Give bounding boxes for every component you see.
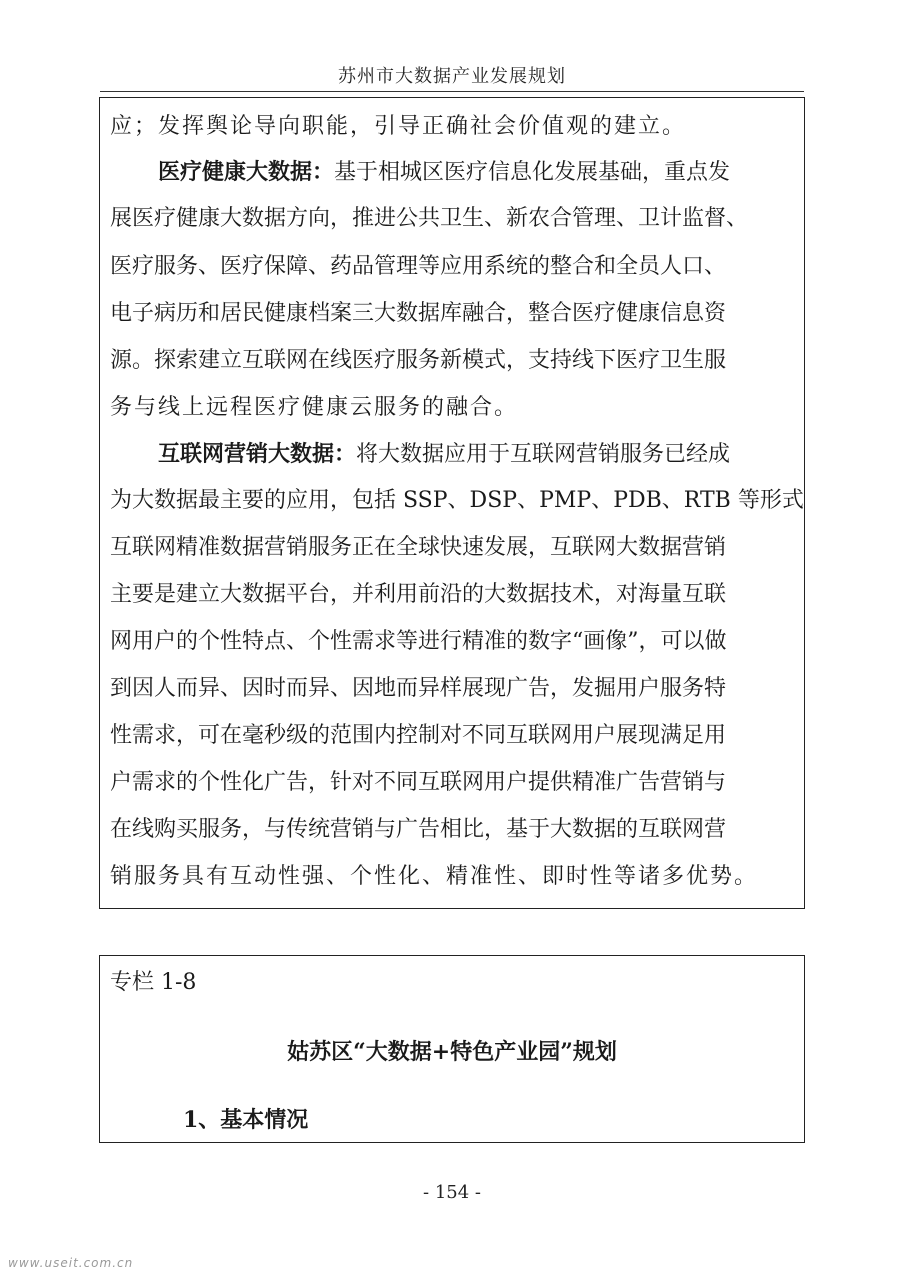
paragraph-marketing-heading [158, 438, 798, 470]
column-title: 姑苏区“大数据+特色产业园”规划 [287, 1039, 617, 1065]
text-line: 到因人而异、因时而异、因地而异样展现广告，发掘用户服务特 [110, 676, 727, 701]
text-line: 医疗服务、医疗保障、药品管理等应用系统的整合和全员人口、 [110, 254, 727, 279]
text-line: 展医疗健康大数据方向，推进公共卫生、新农合管理、卫计监督、 [110, 206, 749, 231]
text-line: 源。探索建立互联网在线医疗服务新模式，支持线下医疗卫生服 [110, 348, 727, 373]
text-line: 性需求，可在毫秒级的范围内控制对不同互联网用户展现满足用 [110, 723, 727, 748]
running-header: 苏州市大数据产业发展规划 [338, 66, 566, 87]
page-number: - 154 - [423, 1182, 481, 1203]
text-line: 应；发挥舆论导向职能，引导正确社会价值观的建立。 [110, 114, 687, 139]
lead-text: 基于相城区医疗信息化发展基础，重点发 [334, 160, 731, 185]
text-line: 务与线上远程医疗健康云服务的融合。 [110, 395, 519, 420]
text-line: 网用户的个性特点、个性需求等进行精准的数字“画像”，可以做 [110, 629, 727, 654]
column-subheading: 1、基本情况 [183, 1107, 309, 1133]
text-line: 互联网精准数据营销服务正在全球快速发展，互联网大数据营销 [110, 535, 727, 560]
text-line: 在线购买服务，与传统营销与广告相比，基于大数据的互联网营 [110, 817, 727, 842]
text-line: 户需求的个性化广告，针对不同互联网用户提供精准广告营销与 [110, 770, 727, 795]
text-line: 主要是建立大数据平台，并利用前沿的大数据技术，对海量互联 [110, 582, 727, 607]
watermark: www.useit.com.cn [8, 1256, 134, 1270]
bold-lead: 医疗健康大数据： [158, 159, 335, 185]
bold-lead: 互联网营销大数据： [158, 441, 357, 467]
text-line: 为大数据最主要的应用，包括 SSP、DSP、PMP、PDB、RTB 等形式 [110, 488, 804, 513]
text-line: 销服务具有互动性强、个性化、精准性、即时性等诸多优势。 [110, 864, 759, 889]
paragraph-medical-heading [158, 156, 798, 188]
column-label: 专栏 1-8 [110, 970, 197, 995]
header-rule [100, 91, 804, 92]
text-line: 电子病历和居民健康档案三大数据库融合，整合医疗健康信息资 [110, 301, 727, 326]
lead-text: 将大数据应用于互联网营销服务已经成 [356, 442, 731, 467]
